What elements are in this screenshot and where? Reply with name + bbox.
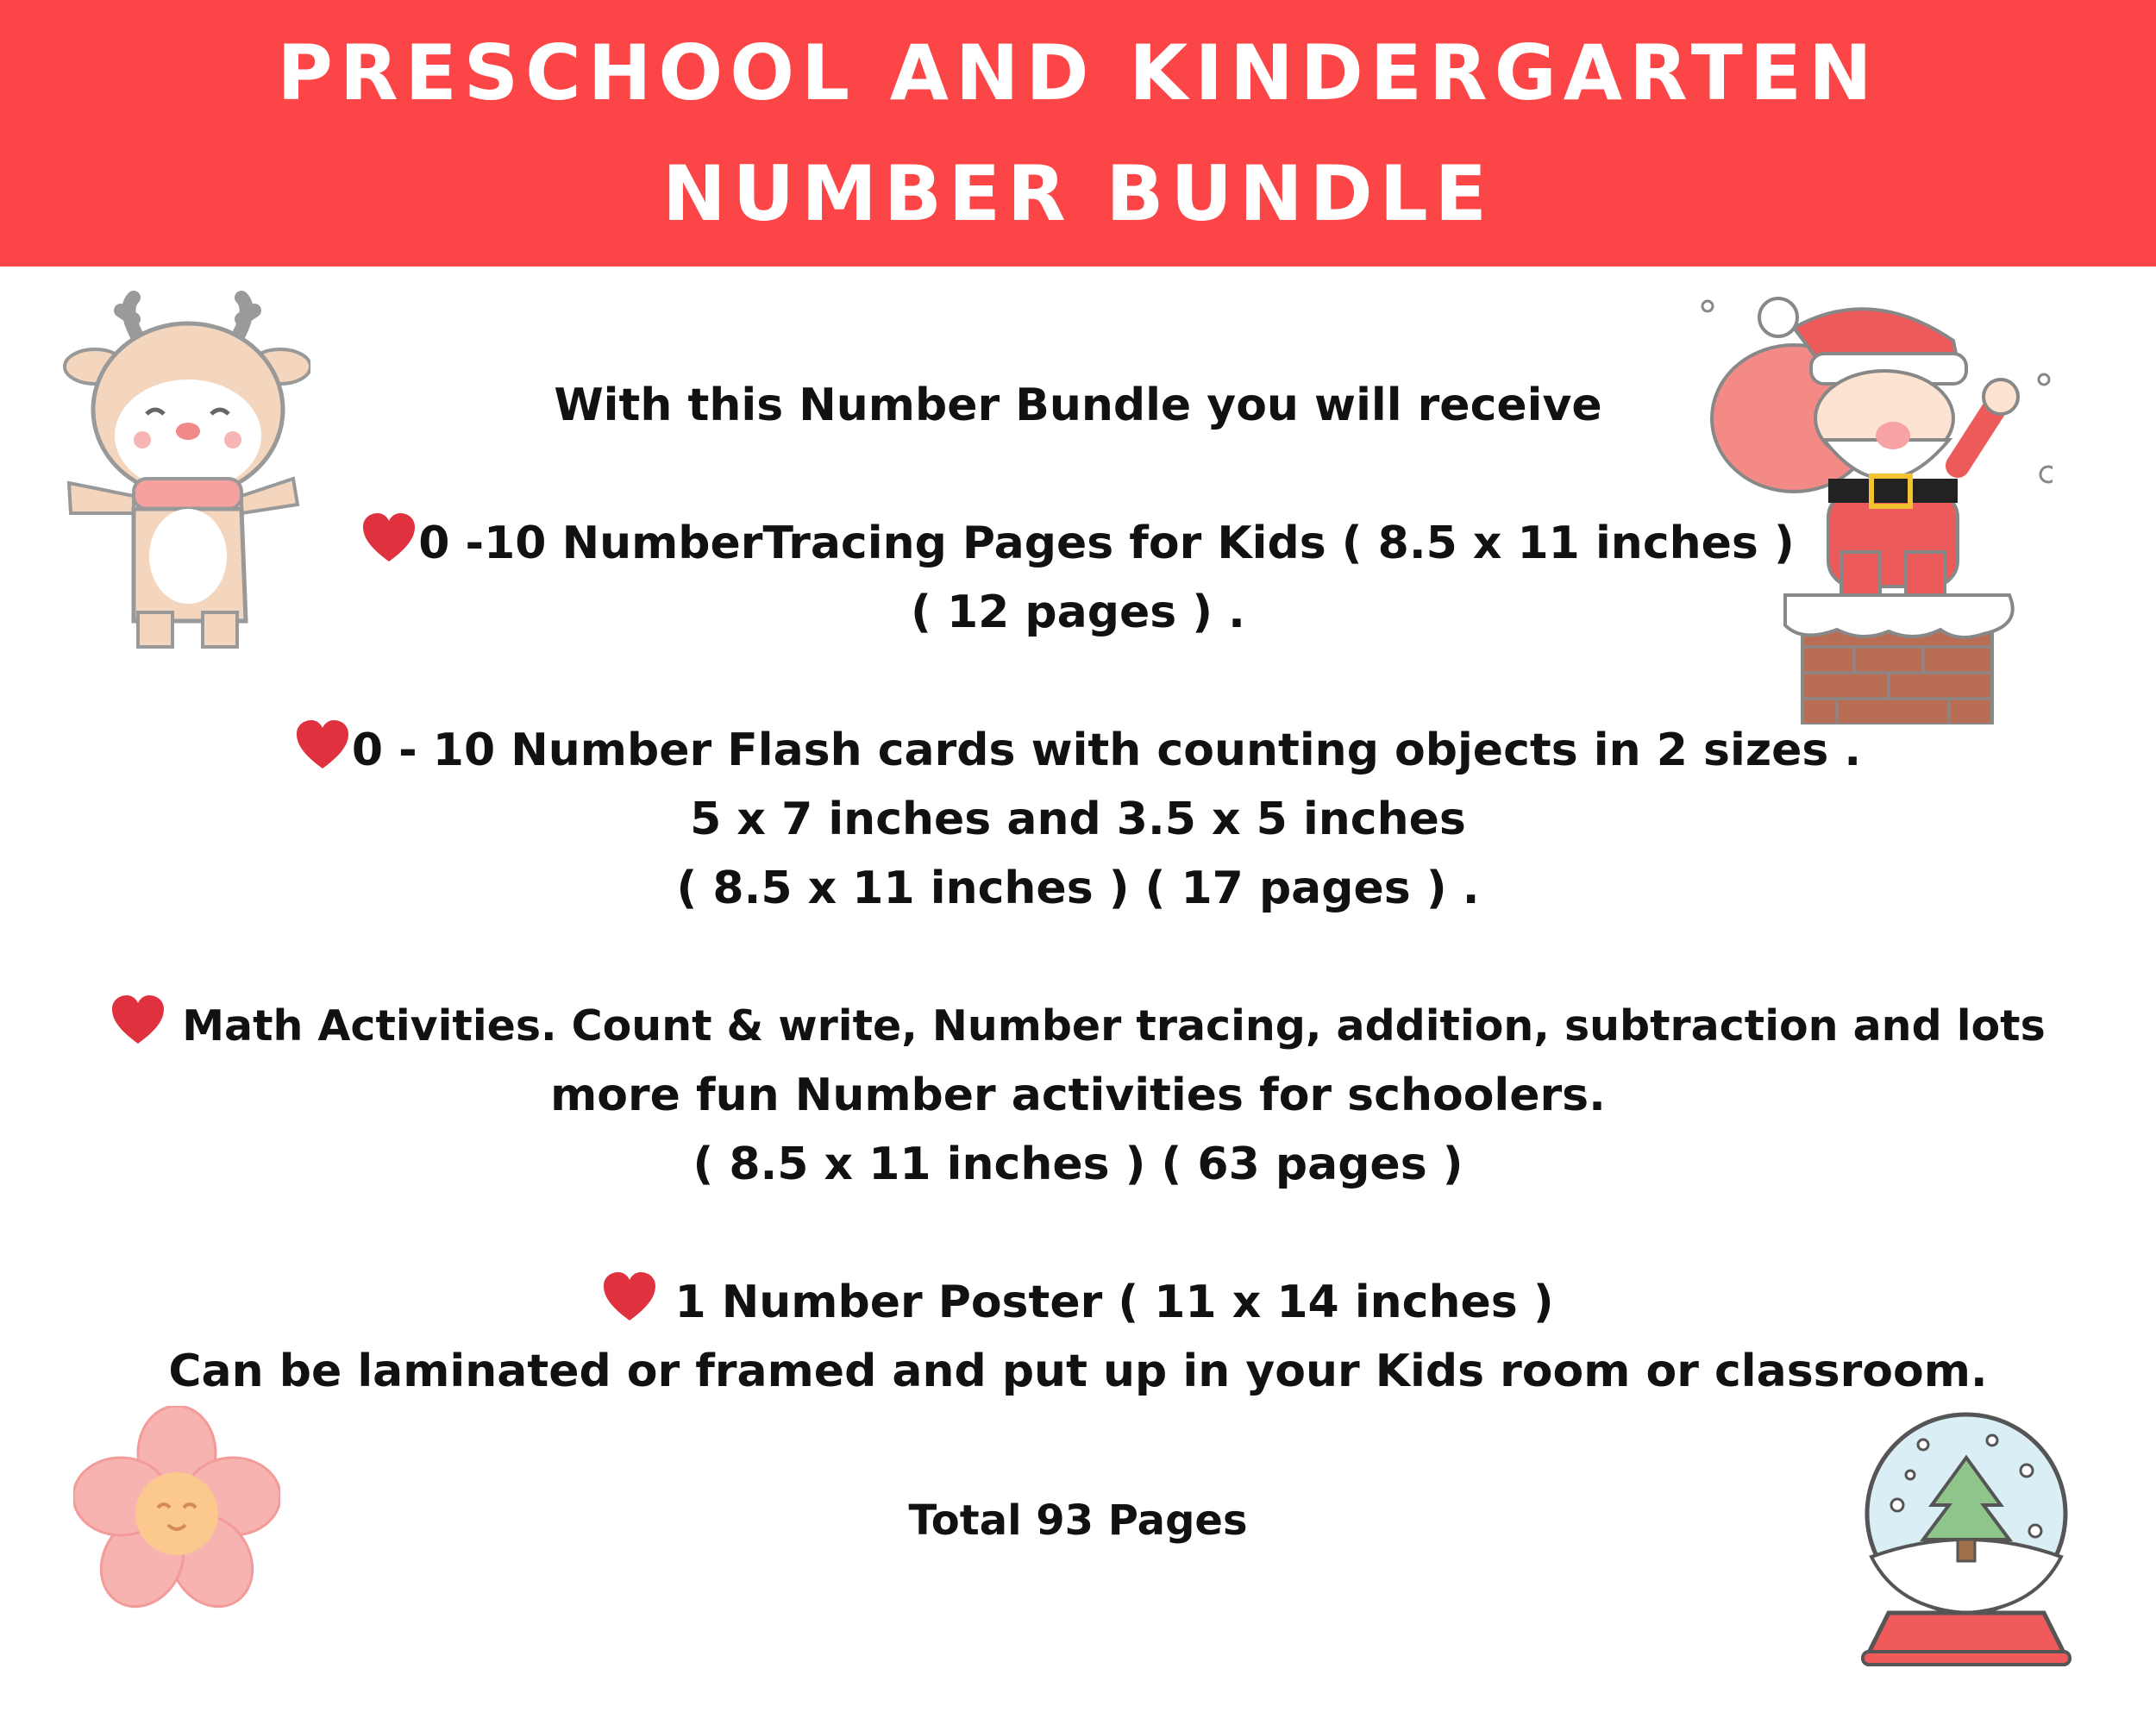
heart-icon [361,511,417,563]
heart-icon [602,1270,657,1322]
title-line-2: NUMBER BUNDLE [662,148,1494,238]
item-2-text: 0 - 10 Number Flash cards with counting objects in 2 sizes . [351,724,1862,776]
item-3-text: Math Activities. Count & write, Number tracing, addition, subtraction and lots [167,1001,2046,1051]
intro-text: With this Number Bundle you will receive [554,380,1602,431]
item-4-text: 1 Number Poster ( 11 x 14 inches ) [659,1276,1554,1328]
item-1-line-2: ( 12 pages ) . [911,586,1245,638]
title-banner [0,0,2156,267]
total-pages: Total 93 Pages [908,1496,1248,1545]
item-3-line-1 [0,992,2156,1061]
bundle-description [0,371,2156,1406]
item-1-text: 0 -10 NumberTracing Pages for Kids ( 8.5 x 11 inches ) [418,518,1795,569]
item-3-line-3: ( 8.5 x 11 inches ) ( 63 pages ) [693,1138,1463,1190]
item-2-line-1 [0,716,2156,785]
item-4-line-2: Can be laminated or framed and put up in your Kids room or classroom. [168,1346,1988,1397]
title-line-1: PRESCHOOL AND KINDERGARTEN [277,28,1879,117]
item-1-line-1 [0,509,2156,578]
item-3-line-2: more fun Number activities for schoolers. [550,1070,1606,1121]
item-2-line-2: 5 x 7 inches and 3.5 x 5 inches [690,794,1466,845]
item-4-line-1 [0,1268,2156,1337]
heart-icon [110,994,166,1045]
heart-icon [295,718,350,770]
item-2-line-3: ( 8.5 x 11 inches ) ( 17 pages ) . [676,862,1480,914]
